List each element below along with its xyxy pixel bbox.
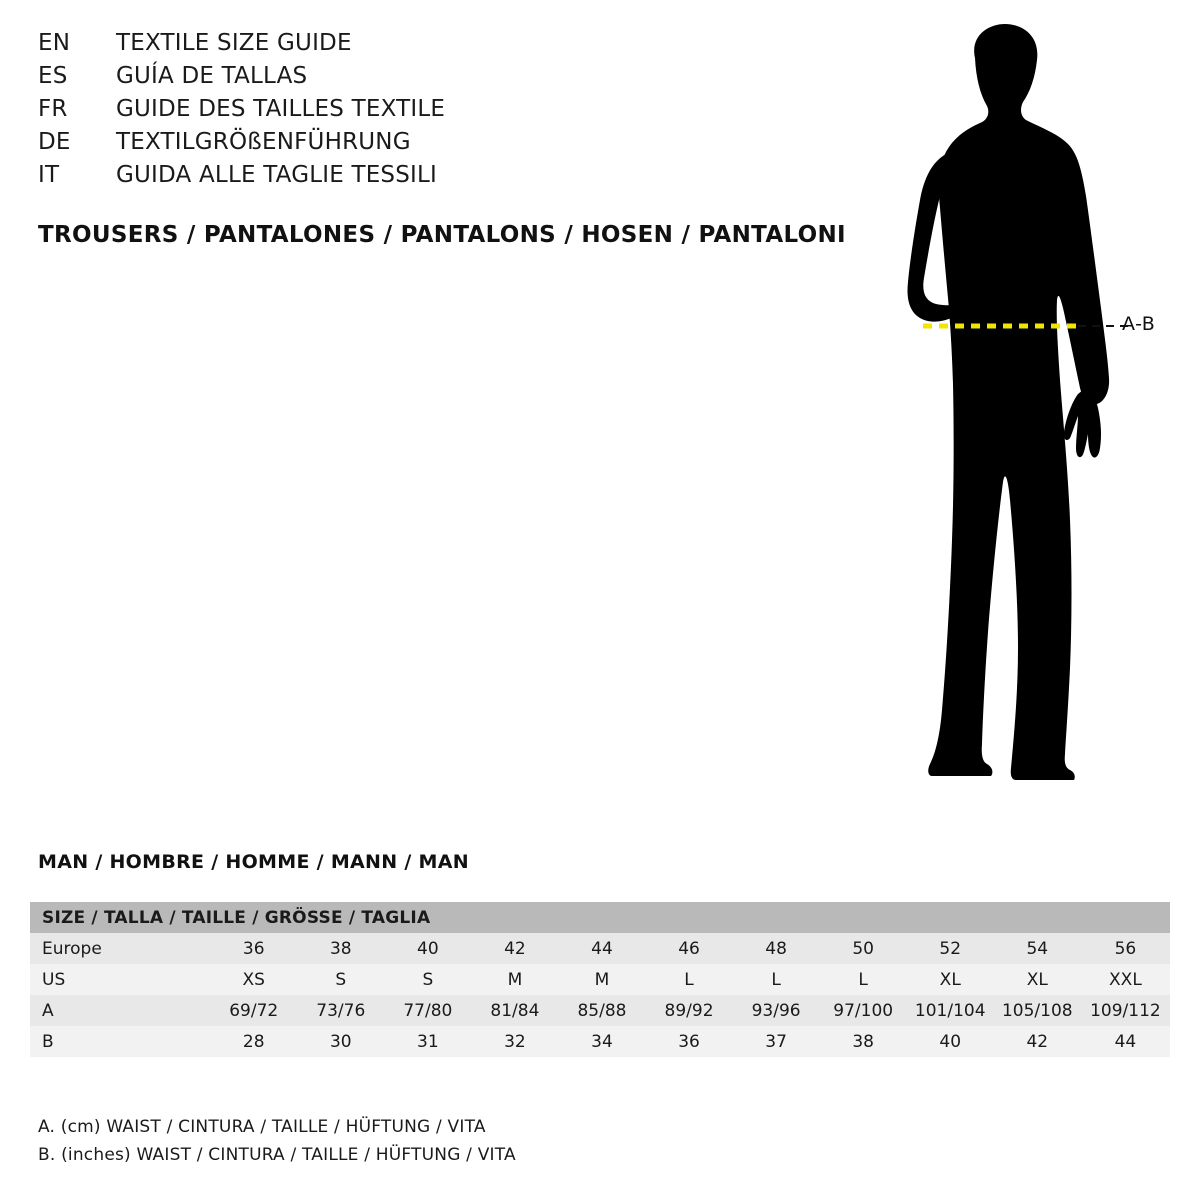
figure-illustration [820, 20, 1200, 810]
cell-value: 93/96 [751, 1000, 801, 1021]
cell-value: 44 [1114, 1031, 1137, 1052]
row-label: US [42, 969, 66, 990]
row-label: A [42, 1000, 54, 1021]
section-label-man: MAN / HOMBRE / HOMME / MANN / MAN [38, 851, 469, 873]
language-row [38, 162, 798, 195]
cell-value: XS [242, 969, 265, 990]
man-silhouette-icon [820, 20, 1200, 810]
cell-value: 42 [1026, 1031, 1049, 1052]
table-row [30, 995, 1170, 1026]
cell-value: XL [1026, 969, 1048, 990]
cell-value: 34 [591, 1031, 613, 1052]
table-header-row [30, 902, 1170, 933]
cell-value: L [858, 969, 868, 990]
cell-value: 38 [329, 938, 352, 959]
cell-value: 97/100 [833, 1000, 894, 1021]
cell-value: 36 [678, 1031, 700, 1052]
cell-value: 56 [1114, 938, 1137, 959]
table-row [30, 1026, 1170, 1057]
cell-value: M [507, 969, 523, 990]
cell-value: 54 [1026, 938, 1049, 959]
language-code: IT [38, 162, 60, 188]
cell-value: 48 [765, 938, 787, 959]
cell-value: 50 [852, 938, 874, 959]
cell-value: 32 [504, 1031, 526, 1052]
cell-value: 42 [504, 938, 526, 959]
cell-value: 77/80 [403, 1000, 453, 1021]
language-text: GUIDA ALLE TAGLIE TESSILI [116, 162, 438, 188]
cell-value: 28 [242, 1031, 265, 1052]
cell-value: 73/76 [316, 1000, 366, 1021]
size-table [30, 902, 1170, 1057]
cell-value: 89/92 [664, 1000, 714, 1021]
cell-value: XL [939, 969, 961, 990]
cell-value: 40 [417, 938, 439, 959]
cell-value: 37 [765, 1031, 787, 1052]
cell-value: 52 [939, 938, 962, 959]
cell-value: 44 [591, 938, 613, 959]
row-label: Europe [42, 938, 102, 959]
cell-value: 81/84 [490, 1000, 540, 1021]
language-code: DE [38, 129, 71, 155]
language-row [38, 96, 798, 129]
language-row [38, 129, 798, 162]
language-text: GUÍA DE TALLAS [116, 63, 308, 89]
cell-value: S [422, 969, 434, 990]
cell-value: L [684, 969, 694, 990]
row-label: B [42, 1031, 54, 1052]
language-text: GUIDE DES TAILLES TEXTILE [116, 96, 446, 122]
cell-value: 38 [852, 1031, 874, 1052]
language-code: EN [38, 30, 71, 56]
cell-value: 105/108 [1001, 1000, 1073, 1021]
cell-value: 85/88 [577, 1000, 627, 1021]
table-row [30, 964, 1170, 995]
footnotes-block [38, 1113, 516, 1169]
language-text: TEXTILGRÖßENFÜHRUNG [116, 129, 411, 155]
cell-value: L [771, 969, 781, 990]
language-code: ES [38, 63, 68, 89]
cell-value: S [335, 969, 347, 990]
cell-value: 30 [329, 1031, 352, 1052]
cell-value: XXL [1109, 969, 1142, 990]
language-row [38, 30, 798, 63]
cell-value: M [594, 969, 610, 990]
language-text: TEXTILE SIZE GUIDE [116, 30, 352, 56]
footnote-b: B. (inches) WAIST / CINTURA / TAILLE / HÜFTUNG / VITA [38, 1145, 516, 1165]
language-row [38, 63, 798, 96]
cell-value: 69/72 [229, 1000, 279, 1021]
table-row [30, 933, 1170, 964]
garment-type-title: TROUSERS / PANTALONES / PANTALONS / HOSEN / PANTALONI [38, 222, 846, 248]
language-header-block [38, 30, 798, 195]
table-header-label: SIZE / TALLA / TAILLE / GRÖSSE / TAGLIA [30, 902, 1170, 933]
cell-value: 46 [678, 938, 700, 959]
language-code: FR [38, 96, 68, 122]
cell-value: 31 [417, 1031, 439, 1052]
cell-value: 101/104 [914, 1000, 986, 1021]
cell-value: 40 [939, 1031, 962, 1052]
footnote-a: A. (cm) WAIST / CINTURA / TAILLE / HÜFTUNG / VITA [38, 1117, 486, 1137]
cell-value: 36 [242, 938, 265, 959]
measure-label-ab: A-B [1122, 313, 1156, 335]
cell-value: 109/112 [1090, 1000, 1161, 1021]
